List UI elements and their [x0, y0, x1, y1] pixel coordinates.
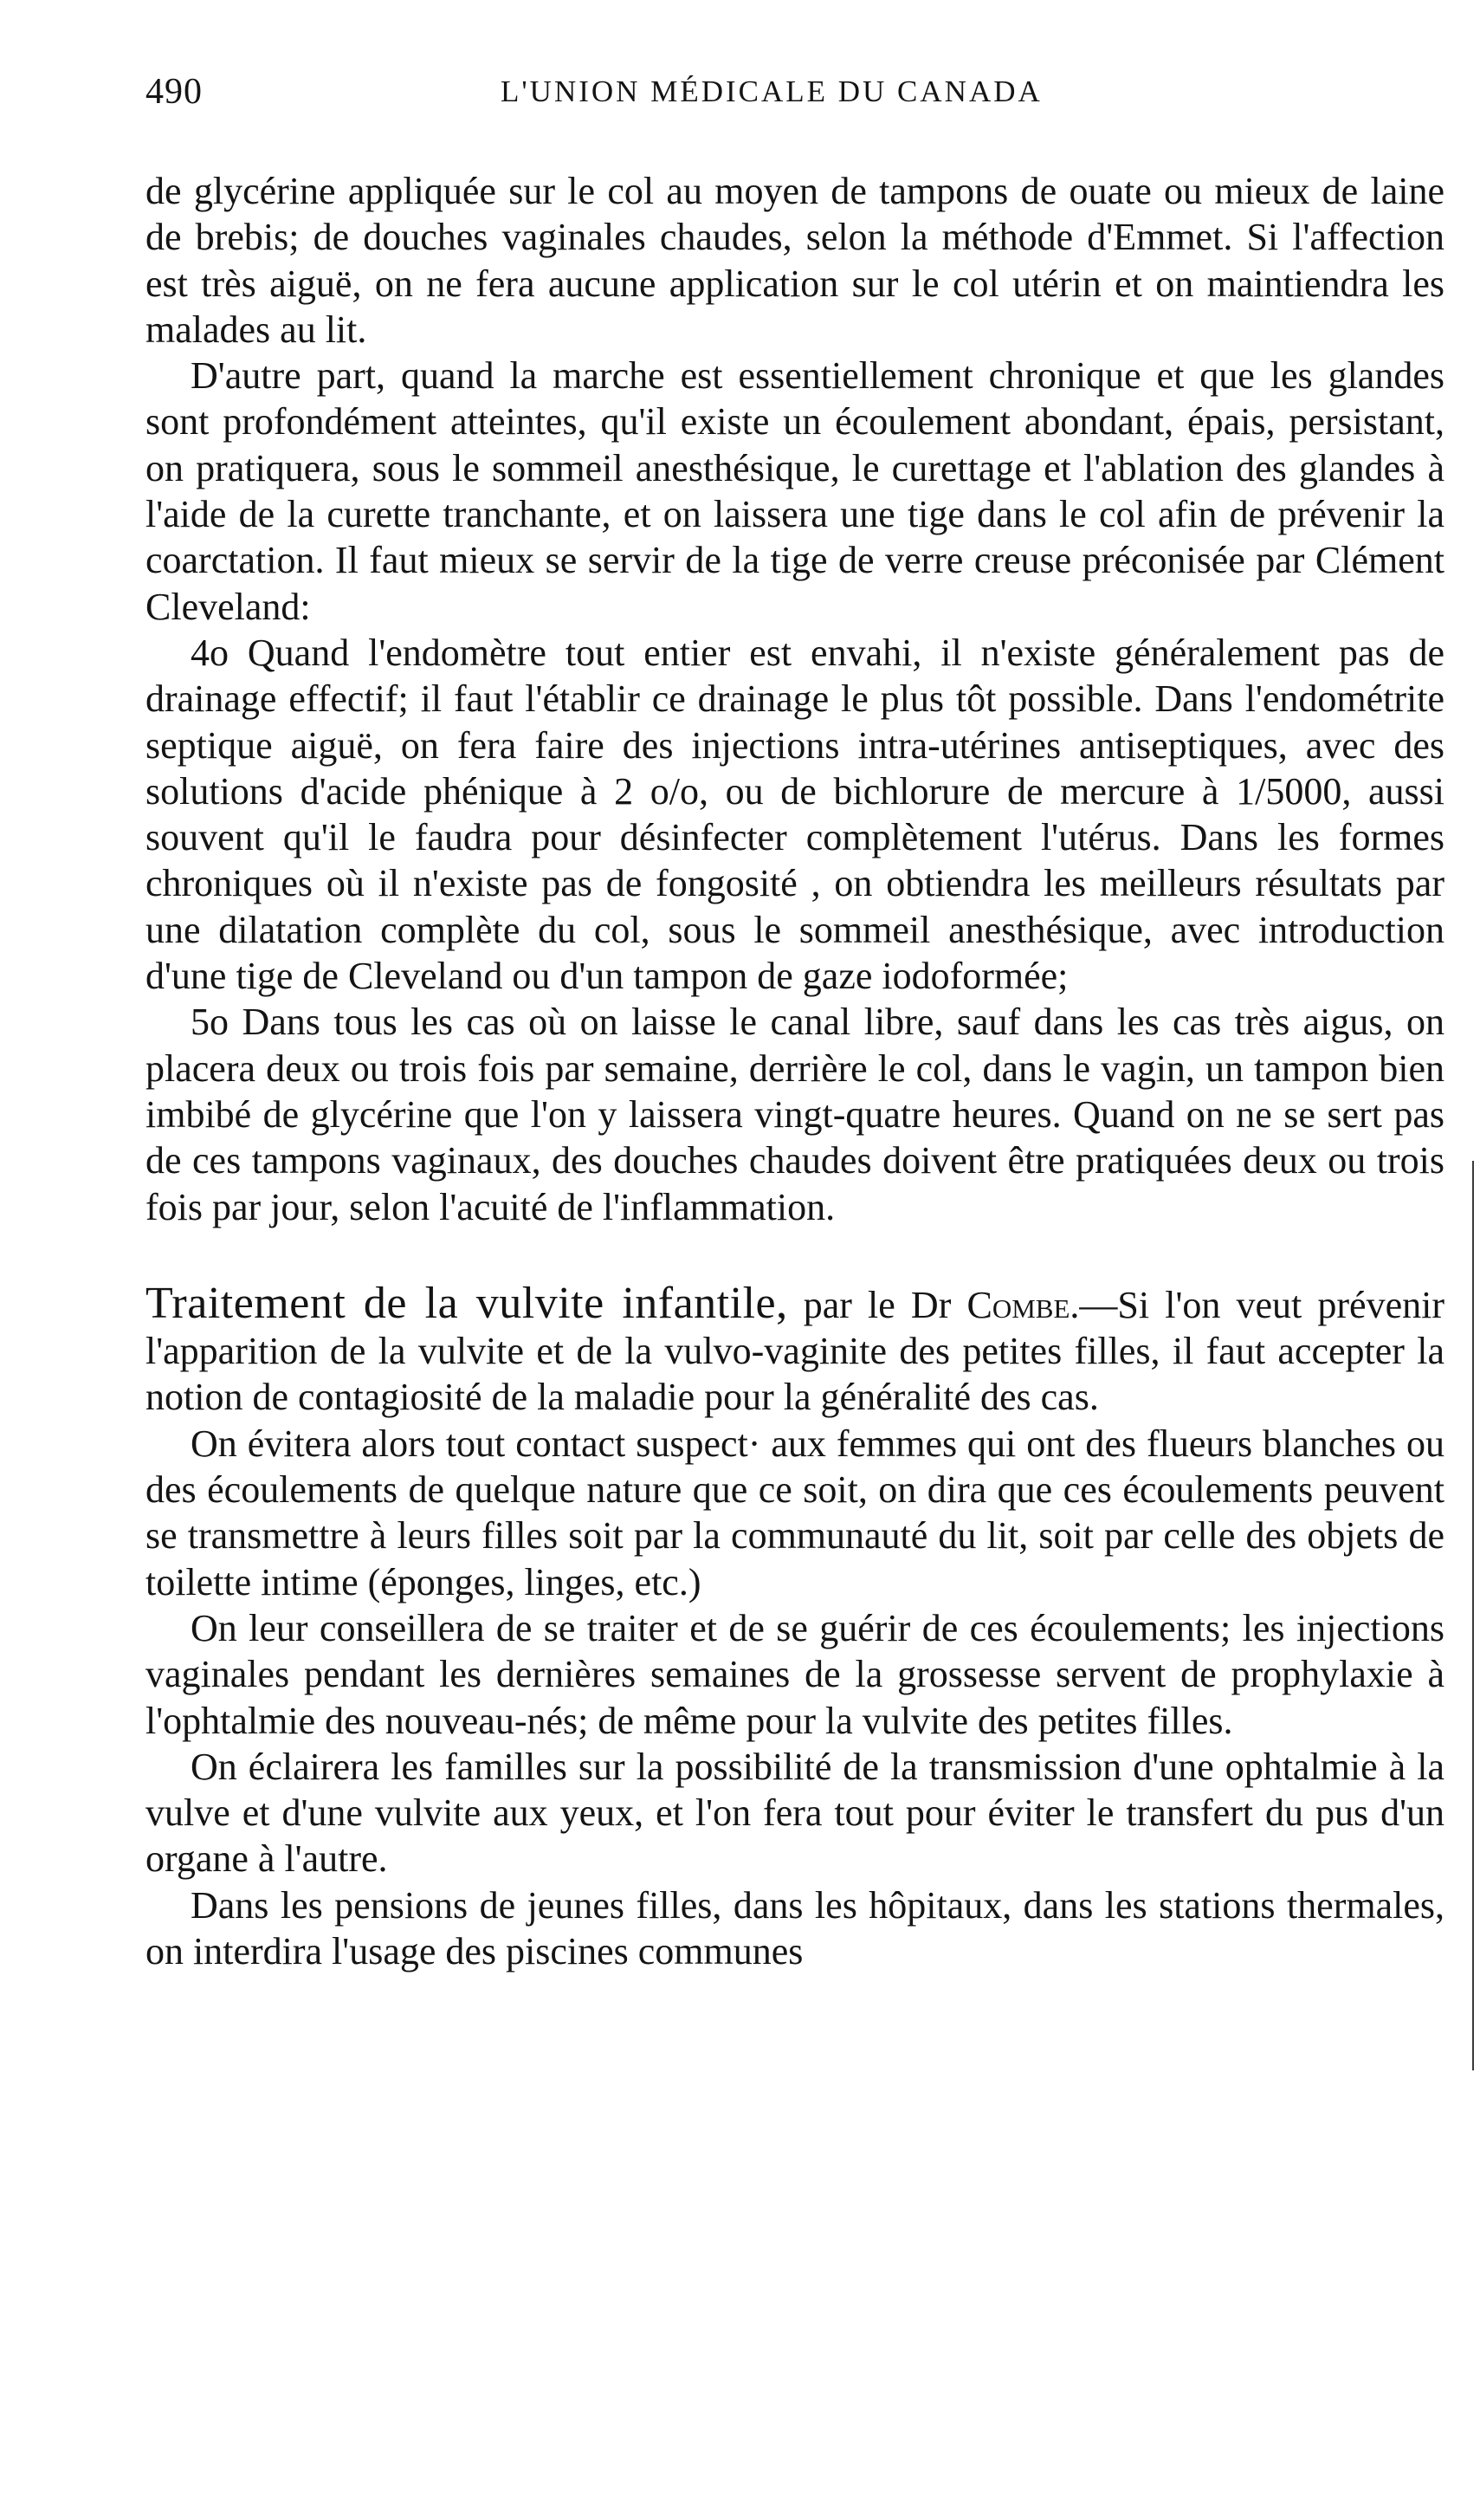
running-head: L'UNION MÉDICALE DU CANADA: [501, 74, 1043, 108]
body-text: [145, 168, 1444, 1974]
author-name: Combe: [966, 1283, 1070, 1326]
paragraph-continuation: de glycérine appliquée sur le col au moyen de tampons de ouate ou mieux de laine de brebis; de douches vaginales chaudes, selon la méthode d'Emmet. Si l'affection est très aiguë, on ne fera aucune application sur le col utérin et on maintiendra les malades au lit.: [145, 170, 1444, 351]
section-title: Traitement de la vulvite infantile,: [145, 1278, 788, 1328]
byline-prefix: par le Dr: [787, 1283, 967, 1326]
paragraph-section-heading: [145, 1280, 1444, 1421]
paragraph-advice: On leur conseillera de se traiter et de se guérir de ces écoulements; les injections vaginales pendant les dernières semaines de la grossesse servent de prophylaxie à l'ophtalmie des nouveau-nés; de même pour la vulvite des petites filles.: [145, 1606, 1444, 1742]
paragraph-curettage: D'autre part, quand la marche est essentiellement chronique et que les glandes sont profondément atteintes, qu'il existe un écoulement abondant, épais, persistant, on pratiquera, sous le sommeil anesthésique, le curettage et l'ablation des glandes à l'aide de la curette tranchante, et on laissera une tige dans le col afin de prévenir la coarctation. Il faut mieux se servir de la tige de verre creuse préconisée par Clément Cleveland:: [145, 354, 1444, 628]
paragraph-boarding-schools: Dans les pensions de jeunes filles, dans les hôpitaux, dans les stations thermales, on interdira l'usage des piscines communes: [145, 1883, 1444, 1973]
page-number: 490: [145, 72, 203, 112]
paragraph-families: On éclairera les familles sur la possibilité de la transmission d'une ophtalmie à la vulve et d'une vulvite aux yeux, et l'on fera tout pour éviter le transfert du pus d'un organe à l'autre.: [145, 1745, 1444, 1881]
paragraph-point-4: 4o Quand l'endomètre tout entier est envahi, il n'existe généralement pas de drainage effectif; il faut l'établir ce drainage le plus tôt possible. Dans l'endométrite septique aiguë, on fera faire des injections intra-utérines antiseptiques, avec des solutions d'acide phénique à 2 o/o, ou de bichlorure de mercure à 1/5000, aussi souvent qu'il le faudra pour désinfecter complètement l'utérus. Dans les formes chroniques où il n'existe pas de fongosité , on obtiendra les meilleurs résultats par une dilatation complète du col, sous le sommeil anesthésique, avec introduction d'une tige de Cleveland ou d'un tampon de gaze iodoformée;: [145, 631, 1444, 998]
section-spacer: [145, 1230, 1444, 1280]
paragraph-contact: On évitera alors tout contact suspect· aux femmes qui ont des flueurs blanches ou des écoulements de quelque nature que ce soit, on dira que ces écoulements peuvent se transmettre à leurs filles soit par la communauté du lit, soit par celle des objets de toilette intime (éponges, linges, etc.): [145, 1422, 1444, 1603]
margin-rule: [1472, 1161, 1474, 2070]
paragraph-point-5: 5o Dans tous les cas où on laisse le canal libre, sauf dans les cas très aigus, on placera deux ou trois fois par semaine, derrière le col, dans le vagin, un tampon bien imbibé de glycérine que l'on y laissera vingt-quatre heures. Quand on ne se sert pas de ces tampons vaginaux, des douches chaudes doivent être pratiquées deux ou trois fois par jour, selon l'acuité de l'inflammation.: [145, 1001, 1444, 1228]
section-lead-text: .—Si l'on veut prévenir l'apparition de la vulvite et de la vulvo-vaginite des petites filles, il faut accepter la notion de contagiosité de la maladie pour la généralité des cas.: [145, 1283, 1444, 1419]
page-header: [145, 71, 1444, 123]
